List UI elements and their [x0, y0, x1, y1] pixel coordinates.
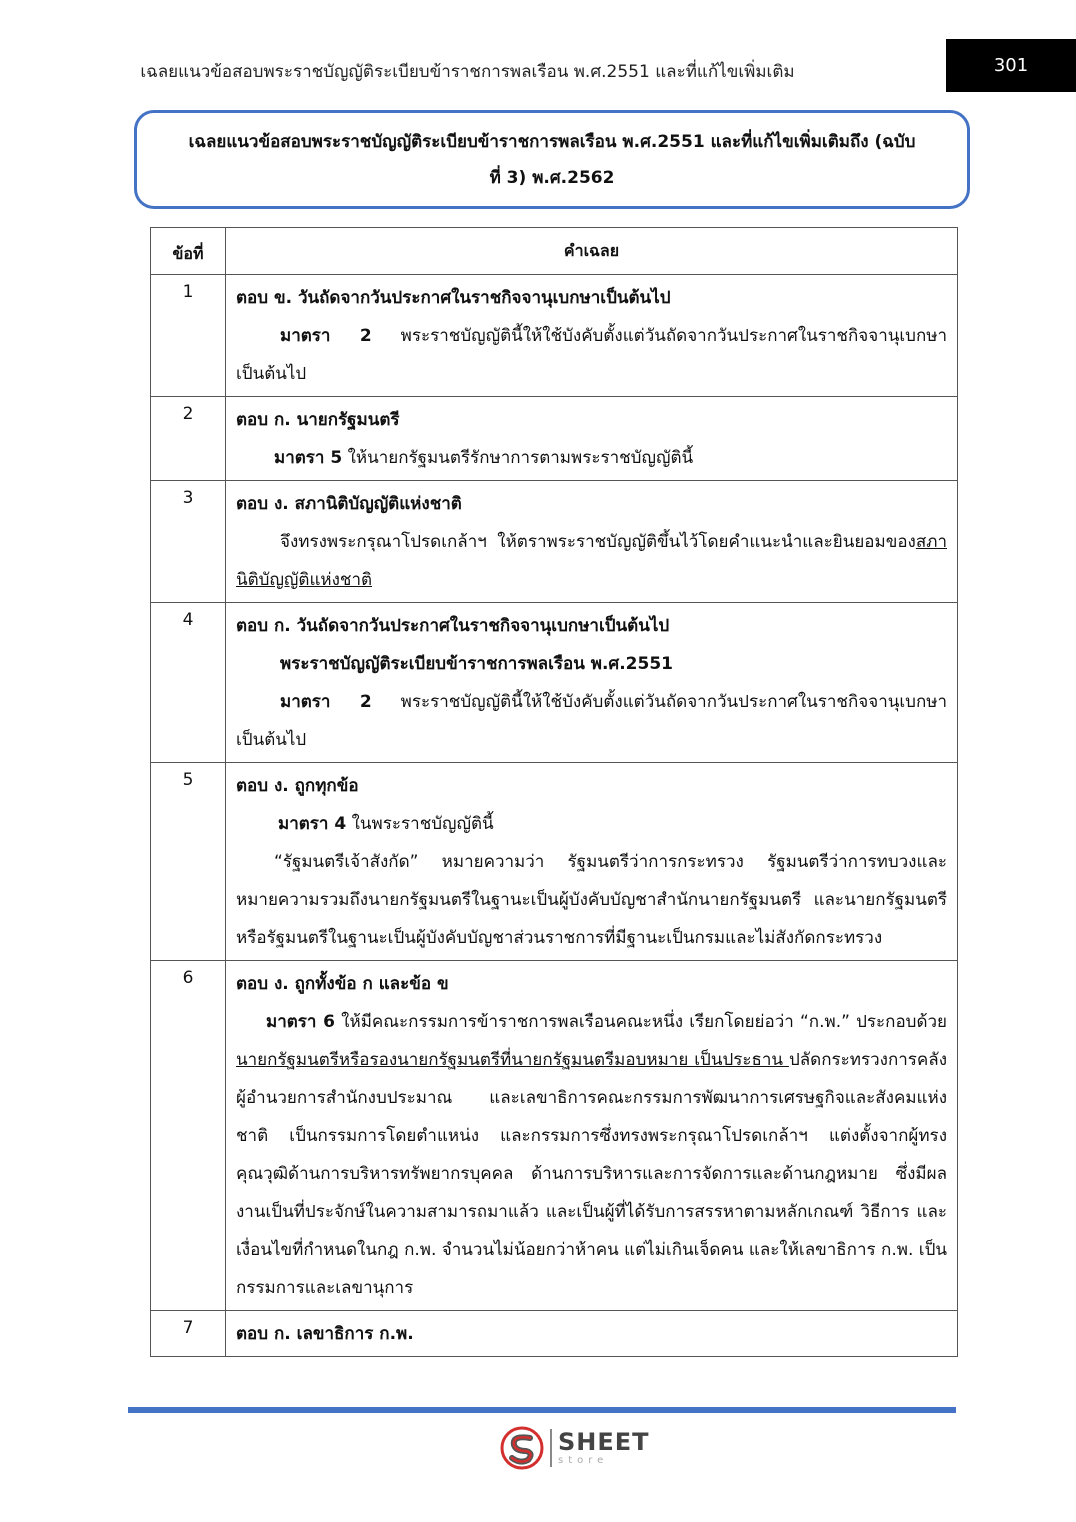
explanation-text-continued: ปลัดกระทรวงการคลัง ผู้อำนวยการสำนักงบประมาณ และเลขาธิการคณะกรรมการพัฒนาการเศรษฐกิจและสังคมแห่งชาติ เป็นกรรมการโดยตำแหน่ง และกรรมการซึ่งทรงพระกรุณาโปรดเกล้าฯ แต่งตั้งจากผู้ทรงคุณวุฒิด้านการบริหารทรัพยากรบุคคล ด้านการบริหารและการจัดการและด้านกฎหมาย ซึ่งมีผลงานเป็นที่ประจักษ์ในความสามารถมาแล้ว และเป็นผู้ที่ได้รับการสรรหาตามหลักเกณฑ์ วิธีการ และเงื่อนไขที่กำหนดในกฎ ก.พ. จำนวนไม่น้อยกว่าห้าคน แต่ไม่เกินเจ็ดคน และให้เลขาธิการ ก.พ. เป็นกรรมการและเลขานุการ: [236, 1050, 947, 1298]
page-number: 301: [946, 39, 1076, 92]
answer-cell: [226, 763, 958, 961]
answer-cell: [226, 961, 958, 1311]
table-row: [151, 275, 958, 397]
answer-cell: [226, 1311, 958, 1357]
explanation: [236, 523, 947, 599]
row-number: 6: [151, 961, 226, 1311]
table-row: [151, 961, 958, 1311]
explanation: [236, 317, 947, 393]
section-label: มาตรา 2: [280, 326, 372, 346]
footer-rule: [128, 1407, 956, 1413]
underlined-text: นายกรัฐมนตรีหรือรองนายกรัฐมนตรีที่นายกรัฐมนตรีมอบหมาย เป็นประธาน: [236, 1050, 789, 1070]
table-row: [151, 763, 958, 961]
answer-choice: ตอบ ข. วันถัดจากวันประกาศในราชกิจจานุเบกษาเป็นต้นไป: [236, 288, 671, 308]
answer-choice: ตอบ ง. ถูกทุกข้อ: [236, 776, 359, 796]
table-header-row: [151, 228, 958, 275]
table-row: [151, 481, 958, 603]
explanation: “รัฐมนตรีเจ้าสังกัด” หมายความว่า รัฐมนตรีว่าการกระทรวง รัฐมนตรีว่าการทบวงและหมายความรวมถึงนายกรัฐมนตรีในฐานะเป็นผู้บังคับบัญชาสำนักนายกรัฐมนตรี และนายกรัฐมนตรีหรือรัฐมนตรีในฐานะเป็นผู้บังคับบัญชาส่วนราชการที่มีฐานะเป็นกรมและไม่สังกัดกระทรวง: [236, 852, 947, 948]
act-title: พระราชบัญญัติระเบียบข้าราชการพลเรือน พ.ศ.2551: [280, 654, 673, 674]
title-line-2: ที่ 3) พ.ศ.2562: [489, 167, 615, 188]
answer-choice: ตอบ ก. เลขาธิการ ก.พ.: [236, 1324, 414, 1344]
answer-choice: ตอบ ง. สภานิติบัญญัติแห่งชาติ: [236, 494, 462, 514]
underlined-text: สภานิติบัญญัติแห่งชาติ: [236, 532, 947, 590]
answer-cell: [226, 481, 958, 603]
row-number: 5: [151, 763, 226, 961]
section-heading: [236, 805, 947, 843]
sheet-store-logo: [500, 1426, 650, 1470]
section-label: มาตรา 2: [280, 692, 372, 712]
answer-choice: ตอบ ก. นายกรัฐมนตรี: [236, 410, 400, 430]
answer-choice: ตอบ ก. วันถัดจากวันประกาศในราชกิจจานุเบกษาเป็นต้นไป: [236, 616, 670, 636]
section-label: มาตรา 6: [266, 1012, 335, 1032]
logo-brand: SHEET: [558, 1428, 650, 1456]
s-logo-icon: [500, 1426, 544, 1470]
answer-choice: ตอบ ง. ถูกทั้งข้อ ก และข้อ ข: [236, 974, 449, 994]
row-number: 3: [151, 481, 226, 603]
answer-cell: [226, 397, 958, 481]
explanation-text: จึงทรงพระกรุณาโปรดเกล้าฯ ให้ตราพระราชบัญญัติขึ้นไว้โดยคำแนะนำและยินยอมของ: [280, 532, 916, 552]
answer-table: [150, 227, 958, 1357]
explanation-text: ให้มีคณะกรรมการข้าราชการพลเรือนคณะหนึ่ง เรียกโดยย่อว่า “ก.พ.” ประกอบด้วย: [335, 1012, 947, 1032]
section-text: พระราชบัญญัตินี้ให้ใช้บังคับตั้งแต่วันถัดจากวันประกาศในราชกิจจานุเบกษาเป็นต้นไป: [236, 326, 948, 384]
table-row: [151, 397, 958, 481]
row-number: 2: [151, 397, 226, 481]
answer-cell: [226, 275, 958, 397]
row-number: 4: [151, 603, 226, 763]
row-number: 1: [151, 275, 226, 397]
title-line-1: เฉลยแนวข้อสอบพระราชบัญญัติระเบียบข้าราชการพลเรือน พ.ศ.2551 และที่แก้ไขเพิ่มเติมถึง (ฉบับ: [188, 131, 916, 152]
explanation: [236, 439, 947, 477]
section-label: มาตรา 5: [274, 448, 343, 468]
table-row: [151, 603, 958, 763]
explanation: [236, 1003, 947, 1307]
table-row: [151, 1311, 958, 1357]
answer-cell: [226, 603, 958, 763]
header-no: ข้อที่: [151, 228, 226, 275]
row-number: 7: [151, 1311, 226, 1357]
section-text: ให้นายกรัฐมนตรีรักษาการตามพระราชบัญญัตินี้: [342, 448, 694, 468]
logo-divider: [550, 1429, 552, 1467]
running-header: เฉลยแนวข้อสอบพระราชบัญญัติระเบียบข้าราชการพลเรือน พ.ศ.2551 และที่แก้ไขเพิ่มเติม: [140, 62, 795, 82]
section-text: ในพระราชบัญญัตินี้: [346, 814, 494, 834]
logo-brand-sub: store: [558, 1455, 609, 1466]
logo-text: [558, 1430, 650, 1466]
explanation: [236, 683, 947, 759]
header-answer: คำเฉลย: [226, 228, 958, 275]
section-text: พระราชบัญญัตินี้ให้ใช้บังคับตั้งแต่วันถัดจากวันประกาศในราชกิจจานุเบกษาเป็นต้นไป: [236, 692, 948, 750]
title-box: [134, 110, 970, 209]
section-label: มาตรา 4: [278, 814, 347, 834]
